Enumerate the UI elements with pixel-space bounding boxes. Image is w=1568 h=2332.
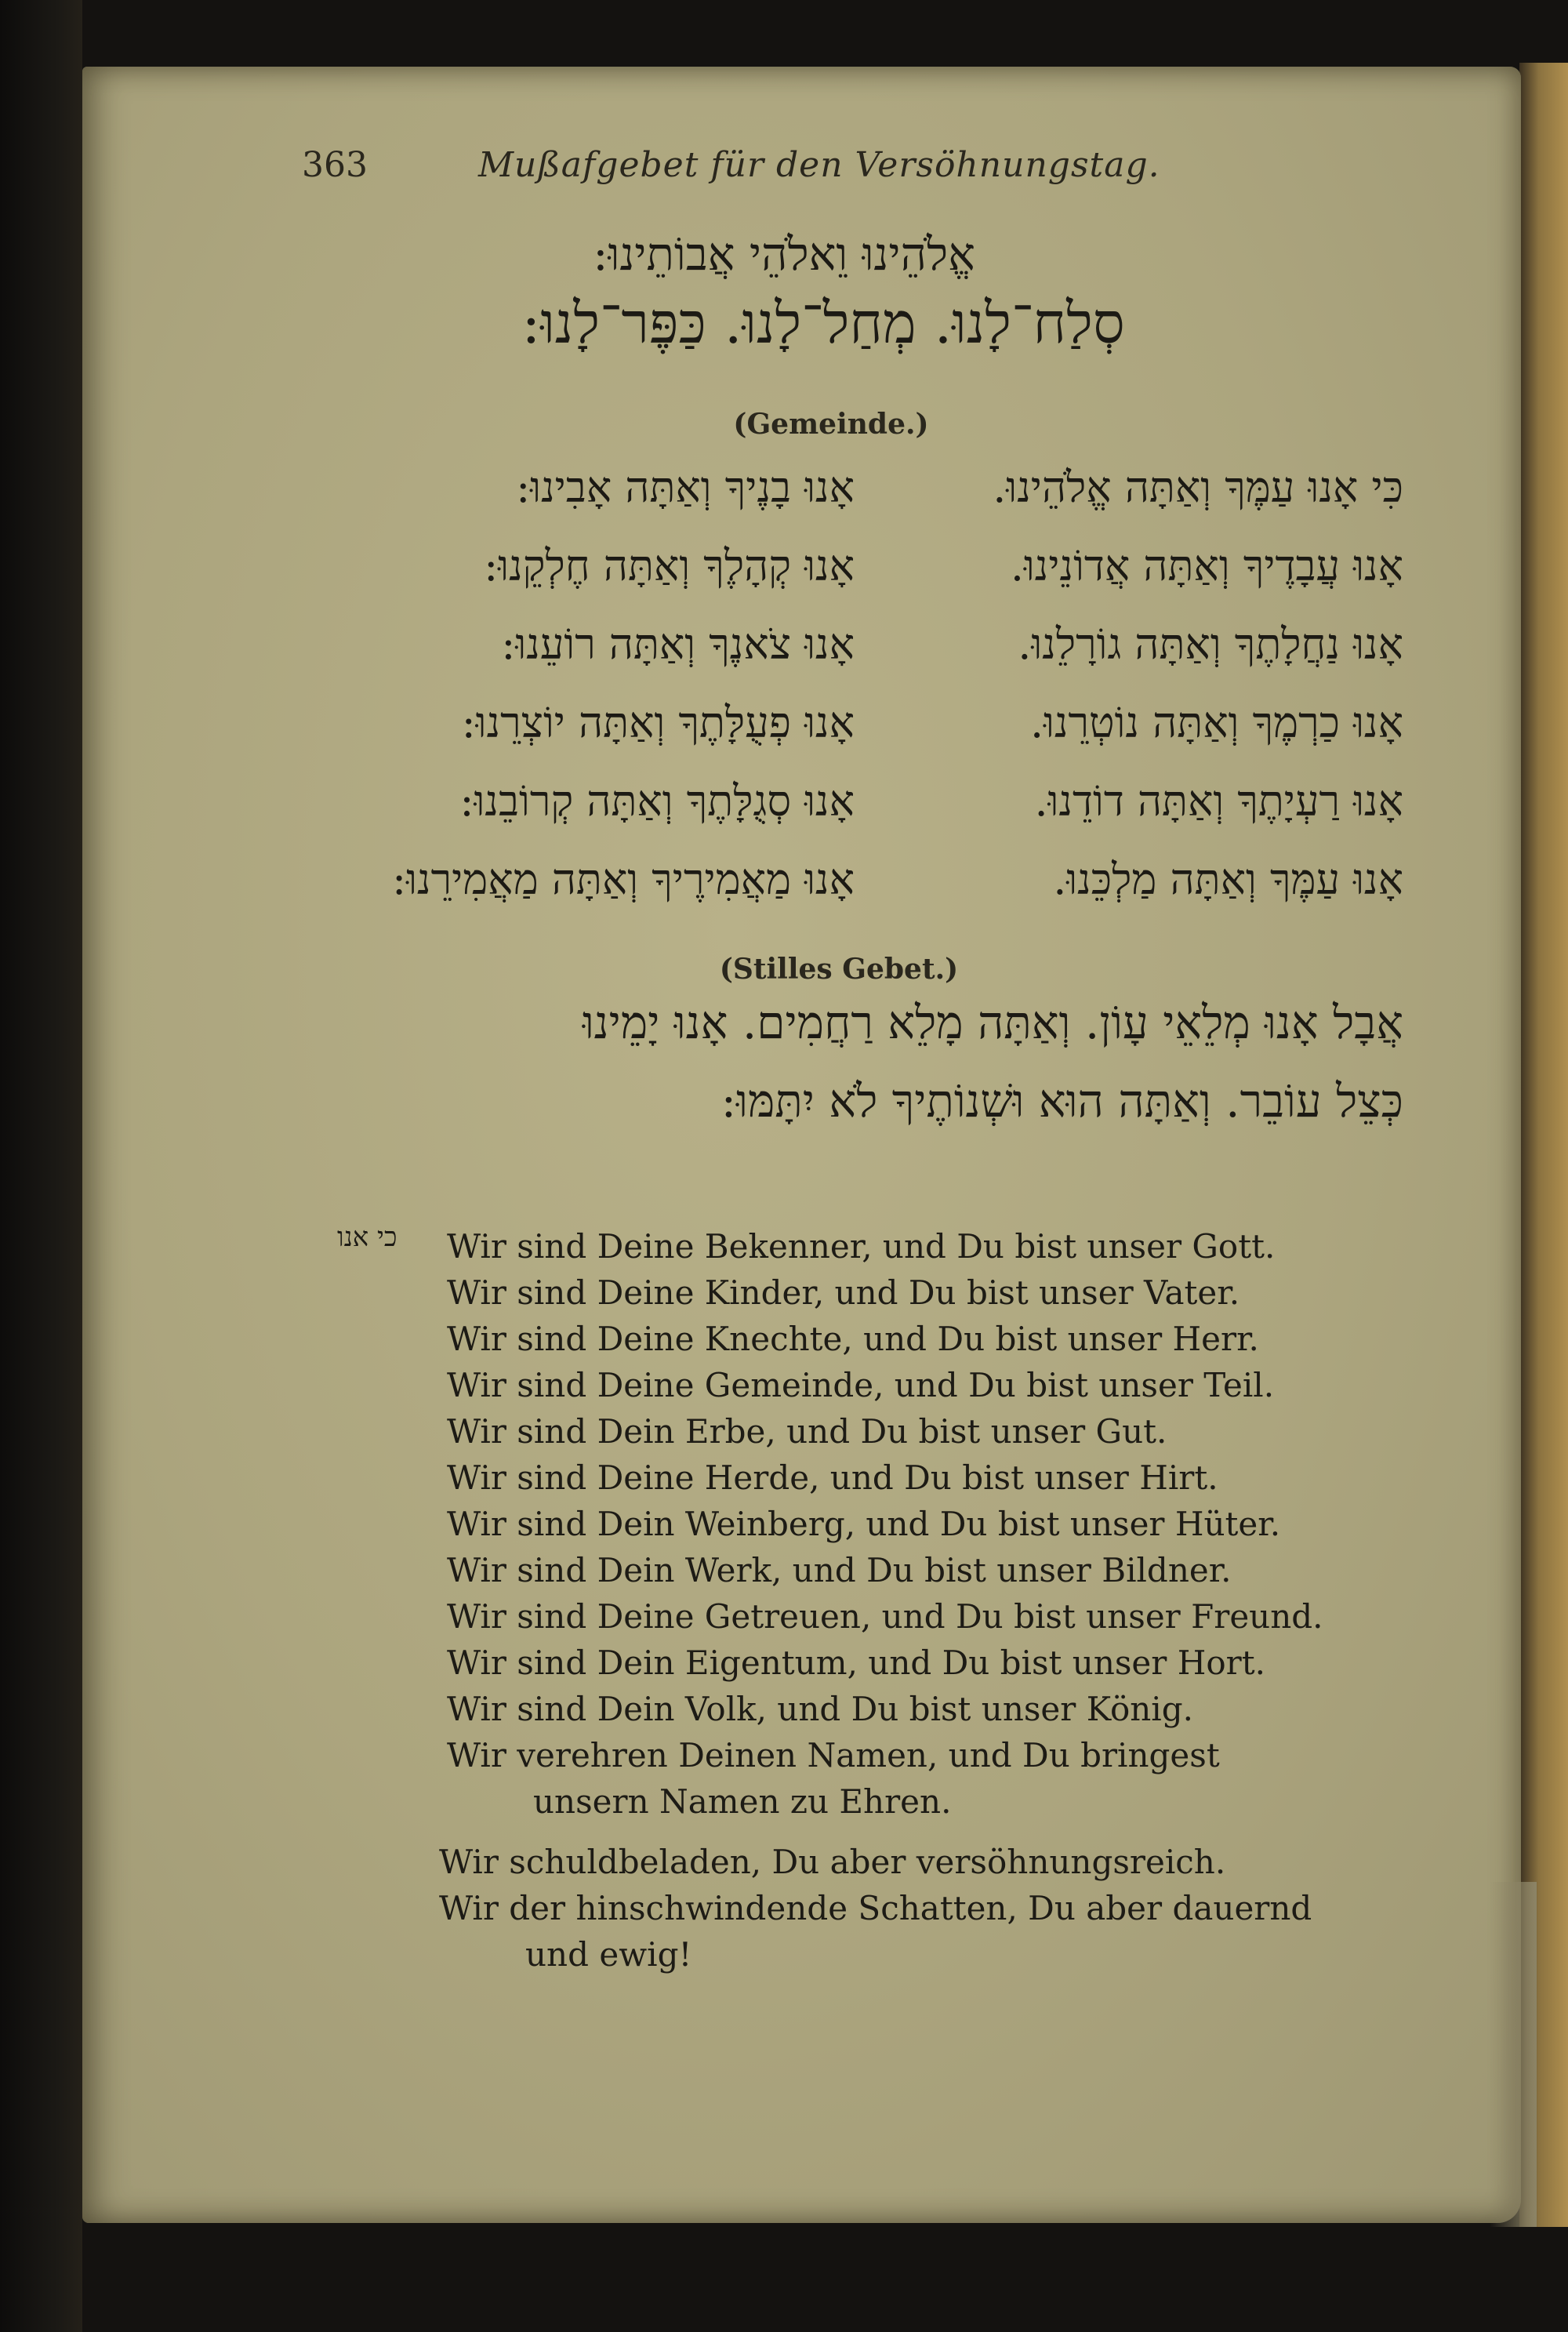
hebrew-row [329,619,1403,698]
german-line: Wir sind Deine Bekenner, und Du bist unser Gott. [447,1227,1276,1266]
hebrew-row-right: אָנוּ רַעְיָתֶךָ וְאַתָּה דוֹדֵנוּ. [1034,776,1403,826]
hebrew-row-right: כִּי אָנוּ עַמֶּךָ וְאַתָּה אֱלֹהֵינוּ. [993,463,1403,512]
hebrew-row-left: אָנוּ סְגֻלָּתֶךָ וְאַתָּה קְרוֹבֵנוּ: [459,776,855,826]
hebrew-responsive-rows [329,463,1403,933]
german-line: Wir sind Dein Volk, und Du bist unser König. [447,1690,1193,1728]
hebrew-row-left: אָנוּ צֹאנֶךָ וְאַתָּה רוֹעֵנוּ: [501,619,855,669]
german-line: Wir der hinschwindende Schatten, Du aber dauernd [439,1889,1312,1927]
hebrew-row-right: אָנוּ עֲבָדֶיךָ וְאַתָּה אֲדוֹנֵינוּ. [1010,541,1403,590]
hebrew-row-left: אָנוּ מַאֲמִירֶיךָ וְאַתָּה מַאֲמִירֵנוּ: [392,855,855,904]
hebrew-row [329,698,1403,776]
german-line-continuation: unsern Namen zu Ehren. [533,1782,952,1821]
book-cover-edge [0,0,82,2332]
german-line-continuation: und ewig! [525,1935,692,1974]
german-line: Wir sind Dein Erbe, und Du bist unser Gut. [447,1412,1167,1451]
german-line: Wir schuldbeladen, Du aber versöhnungsreich. [439,1843,1226,1881]
hebrew-row [329,463,1403,541]
hebrew-row-right: אָנוּ עַמֶּךָ וְאַתָּה מַלְכֵּנוּ. [1053,855,1403,904]
german-line: Wir sind Deine Herde, und Du bist unser Hirt. [447,1458,1218,1497]
german-line: Wir sind Dein Eigentum, und Du bist unser Hort. [447,1644,1265,1682]
german-line: Wir sind Dein Weinberg, und Du bist unser Hüter. [447,1505,1281,1543]
silent-prayer-label: (Stilles Gebet.) [719,953,959,986]
german-litany [447,1223,1419,1825]
german-closing [439,1839,1419,1978]
section-gap [447,1825,1419,1839]
hebrew-paragraph-line-1: אֲבָל אָנוּ מְלֵאֵי עָוֹן. וְאַתָּה מָלֵא רַחֲמִים. אָנוּ יָמֵינוּ [582,996,1403,1049]
german-line: Wir sind Deine Gemeinde, und Du bist unser Teil. [447,1366,1275,1404]
hebrew-paragraph-line-2: כְּצֵל עוֹבֵר. וְאַתָּה הוּא וּשְׁנוֹתֶיךָ לֹא יִתָּמּוּ: [720,1074,1403,1128]
hebrew-row-left: אָנוּ פְעֻלָּתֶךָ וְאַתָּה יוֹצְרֵנוּ: [461,698,855,747]
running-title: Mußafgebet für den Versöhnungstag. [478,145,1160,185]
german-line: Wir sind Dein Werk, und Du bist unser Bildner. [447,1551,1232,1589]
german-line: Wir sind Deine Kinder, und Du bist unser Vater. [447,1273,1240,1312]
hebrew-row [329,776,1403,855]
hebrew-row [329,541,1403,619]
german-line: Wir sind Deine Knechte, und Du bist unser Herr. [447,1320,1259,1358]
page-fore-edge [1490,1882,1537,2227]
hebrew-heading-line-2: סְלַח־לָנוּ. מְחַל־לָנוּ. כַּפֶּר־לָנוּ: [521,290,1125,356]
hebrew-row-left: אָנוּ בָנֶיךָ וְאַתָּה אָבִינוּ: [516,463,855,512]
hebrew-row-left: אָנוּ קְהָלֶךָ וְאַתָּה חֶלְקֵנוּ: [484,541,855,590]
hebrew-heading-line-1: אֱלֹהֵינוּ וֵאלֹהֵי אֲבוֹתֵינוּ: [593,227,975,281]
hebrew-margin-marker: כי אנו [337,1222,397,1253]
german-line: Wir sind Deine Getreuen, und Du bist unser Freund. [447,1597,1323,1636]
hebrew-row-right: אָנוּ כַרְמֶךָ וְאַתָּה נוֹטְרֵנוּ. [1029,698,1403,747]
congregation-label: (Gemeinde.) [733,408,929,441]
german-translation [439,1223,1419,1978]
hebrew-row [329,855,1403,933]
german-line: Wir verehren Deinen Namen, und Du bringest [447,1736,1220,1774]
page-number: 363 [302,145,368,185]
hebrew-row-right: אָנוּ נַחֲלָתֶךָ וְאַתָּה גוֹרָלֵנוּ. [1018,619,1403,669]
running-header [302,145,1188,208]
